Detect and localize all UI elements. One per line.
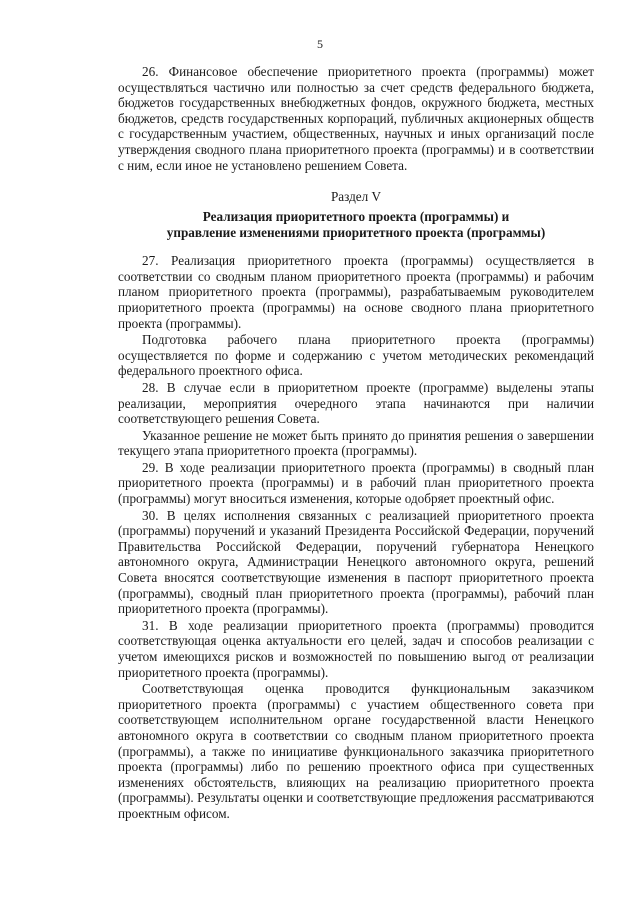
- section-title-line-2: управление изменениями приоритетного проекта (программы): [166, 225, 546, 241]
- paragraph-26: 26. Финансовое обеспечение приоритетного проекта (программы) может осуществляться частично или полностью за счет средств федерального бюджета, бюджетов государственных внебюджетных фондов, окружного бюджета, местных бюджетов, средств государственных корпораций, публичных акционерных обществ с государственным участием, общественных, научных и иных организаций после утверждения сводного плана приоритетного проекта (программы) и в соответствии с ним, если иное не установлено решением Совета.: [118, 64, 594, 173]
- paragraph-28: 28. В случае если в приоритетном проекте (программе) выделены этапы реализации, мероприятия очередного этапа начинаются при наличии соответствующего решения Совета.: [118, 379, 594, 427]
- section-title: [118, 209, 594, 241]
- paragraph-28-continued: Указанное решение не может быть принято до принятия решения о завершении текущего этапа приоритетного проекта (программы).: [118, 427, 594, 459]
- paragraph-30: 30. В целях исполнения связанных с реализацией приоритетного проекта (программы) поручений и указаний Президента Российской Федерации, поручений Правительства Российской Федерации, поручений губернатора Ненецкого автономного округа, Администрации Ненецкого автономного округа, решений Совета вносятся соответствующие изменения в паспорт приоритетного проекта (программы), сводный план приоритетного проекта (программы), рабочий план приоритетного проекта (программы).: [118, 507, 594, 617]
- document-body: [118, 64, 594, 822]
- paragraph-27-continued: Подготовка рабочего плана приоритетного проекта (программы) осуществляется по форме и содержанию с учетом методических рекомендаций федерального проектного офиса.: [118, 332, 594, 379]
- paragraph-27: 27. Реализация приоритетного проекта (программы) осуществляется в соответствии со сводным планом приоритетного проекта (программы) и рабочим планом приоритетного проекта (программы), разрабатываемым руководителем приоритетного проекта (программы) на основе сводного плана приоритетного проекта (программы).: [118, 253, 594, 331]
- section-title-line-1: Реализация приоритетного проекта (программы) и: [202, 209, 510, 225]
- paragraph-29: 29. В ходе реализации приоритетного проекта (программы) в сводный план приоритетного проекта (программы) и в рабочий план приоритетного проекта (программы) могут вноситься изменения, которые одобряет проектный офис.: [118, 459, 594, 507]
- paragraph-31-continued: Соответствующая оценка проводится функциональным заказчиком приоритетного проекта (программы) с участием общественного совета при соответствующем исполнительном органе государственной власти Ненецкого автономного округа в соответствии со сводным планом приоритетного проекта (программы), а также по инициативе функционального заказчика приоритетного проекта (программы) либо по решению проектного офиса при существенных изменениях обстоятельств, влияющих на реализацию приоритетного проекта (программы). Результаты оценки и соответствующие предложения рассматриваются проектным офисом.: [118, 681, 594, 821]
- page-number: 5: [317, 37, 323, 51]
- section-heading: [118, 189, 594, 241]
- paragraph-31: 31. В ходе реализации приоритетного проекта (программы) проводится соответствующая оценка актуальности его целей, задач и способов реализации с учетом имеющихся рисков и возможностей по повышению выгод от реализации приоритетного проекта (программы).: [118, 617, 594, 680]
- section-number: Раздел V: [330, 189, 382, 205]
